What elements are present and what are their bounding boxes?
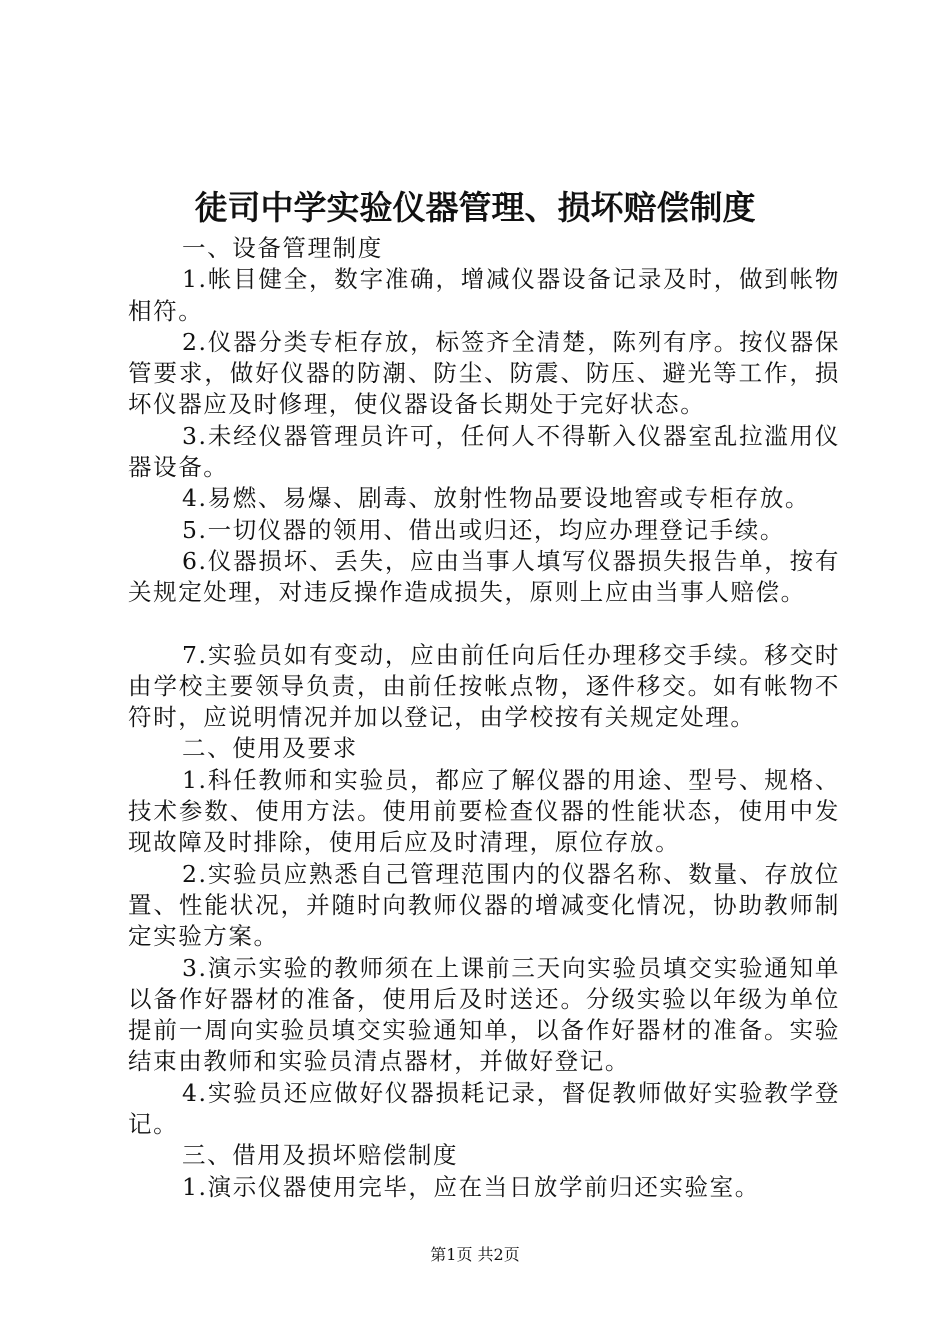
document-title: 徒司中学实验仪器管理、损坏赔偿制度 (194, 188, 756, 227)
paragraph-item: 4.易燃、易爆、剧毒、放射性物品要设地窖或专柜存放。 (182, 484, 811, 513)
section-heading-usage-requirements: 二、使用及要求 (182, 734, 358, 763)
paragraph-item: 6.仪器损坏、丢失，应由当事人填写仪器损失报告单，按有关规定处理，对违反操作造成损失，原则上应由当事人赔偿。 (128, 546, 840, 607)
paragraph-item: 3.演示实验的教师须在上课前三天向实验员填交实验通知单以备作好器材的准备，使用后及时送还。分级实验以年级为单位提前一周向实验员填交实验通知单，以备作好器材的准备。实验结束由教师和实验员清点器材，并做好登记。 (128, 953, 840, 1076)
paragraph-item: 3.未经仪器管理员许可，任何人不得靳入仪器室乱拉滥用仪器设备。 (128, 421, 840, 482)
paragraph-item: 4.实验员还应做好仪器损耗记录，督促教师做好实验教学登记。 (128, 1078, 840, 1139)
paragraph-item: 7.实验员如有变动，应由前任向后任办理移交手续。移交时由学校主要领导负责，由前任按帐点物，逐件移交。如有帐物不符时，应说明情况并加以登记，由学校按有关规定处理。 (128, 640, 840, 732)
section-heading-borrowing-compensation: 三、借用及损坏赔偿制度 (182, 1141, 459, 1170)
document-body (128, 233, 840, 1203)
paragraph-item: 1.帐目健全，数字准确，增减仪器设备记录及时，做到帐物相符。 (128, 265, 840, 325)
paragraph-item: 1.演示仪器使用完毕，应在当日放学前归还实验室。 (182, 1172, 760, 1201)
section-heading-equipment-management: 一、设备管理制度 (182, 234, 383, 262)
page-number-footer: 第1页 共2页 (430, 1245, 520, 1264)
paragraph-item: 1.科任教师和实验员，都应了解仪器的用途、型号、规格、技术参数、使用方法。使用前要检查仪器的性能状态，使用中发现故障及时排除，使用后应及时清理，原位存放。 (128, 765, 840, 857)
paragraph-item: 5.一切仪器的领用、借出或归还，均应办理登记手续。 (182, 515, 785, 544)
paragraph-item: 2.仪器分类专柜存放，标签齐全清楚，陈列有序。按仪器保管要求，做好仪器的防潮、防尘、防震、防压、避光等工作，损坏仪器应及时修理，使仪器设备长期处于完好状态。 (128, 327, 840, 419)
paragraph-item: 2.实验员应熟悉自己管理范围内的仪器名称、数量、存放位置、性能状况，并随时向教师仪器的增减变化情况，协助教师制定实验方案。 (128, 859, 840, 951)
